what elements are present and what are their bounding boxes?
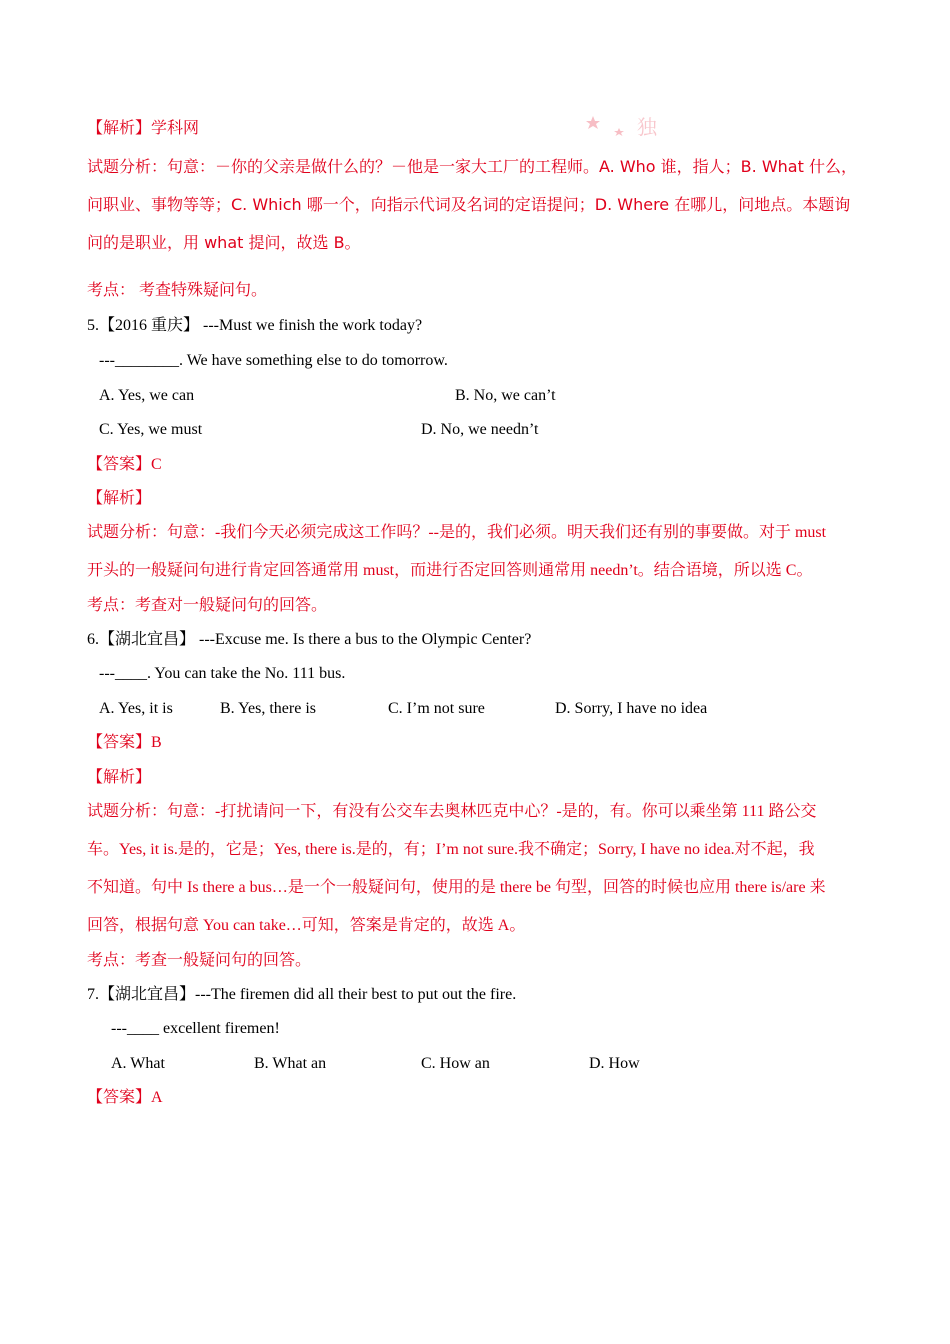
q5-option-a: A. Yes, we can (99, 387, 195, 404)
q7-option-b: B. What an (254, 1055, 327, 1072)
q6-option-b: B. Yes, there is (220, 700, 317, 717)
q4-analysis-line: 问职业、事物等等；C. Which 哪一个，向指示代词及名词的定语提问；D. Where 在哪儿，问地点。本题询 (87, 195, 851, 214)
q7-option-c: C. How an (421, 1055, 490, 1072)
q5-point: 考点：考查对一般疑问句的回答。 (87, 597, 328, 614)
q7-option-a: A. What (111, 1055, 165, 1072)
q5-option-b: B. No, we can’t (455, 387, 556, 404)
q5-analysis-line: 试题分析：句意：-我们今天必须完成这工作吗？--是的，我们必须。明天我们还有别的事要做。对于 must (87, 524, 827, 541)
q5-answer: 【答案】C (87, 456, 162, 473)
q6-option-d: D. Sorry, I have no idea (555, 700, 708, 717)
q5-option-c: C. Yes, we must (99, 421, 203, 438)
q5-analysis-title: 【解析】 (87, 490, 152, 507)
q6-point: 考点：考查一般疑问句的回答。 (87, 952, 312, 969)
q5-analysis-line: 开头的一般疑问句进行肯定回答通常用 must，而进行否定回答则通常用 needn’t。结合语境，所以选 C。 (87, 562, 813, 579)
q4-point: 考点： 考查特殊疑问句。 (87, 282, 268, 299)
q6-option-c: C. I’m not sure (388, 700, 485, 717)
q6-analysis-line: 试题分析：句意：-打扰请问一下，有没有公交车去奥林匹克中心？-是的，有。你可以乘坐第 111 路公交 (87, 803, 817, 820)
q4-analysis-title: 【解析】学科网 (87, 118, 200, 137)
q7-stem: 7.【湖北宜昌】---The firemen did all their best to put out the fire. (87, 986, 517, 1003)
q6-analysis-line: 不知道。句中 Is there a bus…是一个一般疑问句，使用的是 there be 句型，回答的时候也应用 there is/are 来 (87, 879, 826, 896)
q6-analysis-line: 回答，根据句意 You can take…可知，答案是肯定的，故选 A。 (87, 917, 526, 934)
watermark-logo (585, 108, 695, 144)
q6-stem: 6.【湖北宜昌】 ---Excuse me. Is there a bus to the Olympic Center? (87, 631, 532, 648)
q6-answer: 【答案】B (87, 734, 162, 751)
q7-reply: ---____ excellent firemen! (111, 1020, 280, 1037)
q7-option-d: D. How (589, 1055, 640, 1072)
q5-stem: 5.【2016 重庆】 ---Must we finish the work today? (87, 317, 423, 334)
q4-analysis-line: 试题分析：句意：－你的父亲是做什么的？－他是一家大工厂的工程师。A. Who 谁，指人；B. What 什么， (87, 157, 857, 176)
q7-answer: 【答案】A (87, 1089, 163, 1106)
watermark-text: 独 (637, 115, 657, 139)
star-watermark-icon (586, 116, 624, 136)
q5-option-d: D. No, we needn’t (421, 421, 539, 438)
q6-option-a: A. Yes, it is (99, 700, 173, 717)
q6-analysis-title: 【解析】 (87, 769, 152, 786)
q6-analysis-line: 车。Yes, it is.是的，它是；Yes, there is.是的，有；I’m not sure.我不确定；Sorry, I have no idea.对不起，我 (87, 841, 815, 858)
q6-reply: ---____. You can take the No. 111 bus. (99, 665, 346, 682)
q5-reply: ---________. We have something else to do tomorrow. (99, 352, 448, 369)
q4-analysis-line: 问的是职业，用 what 提问，故选 B。 (87, 233, 361, 252)
